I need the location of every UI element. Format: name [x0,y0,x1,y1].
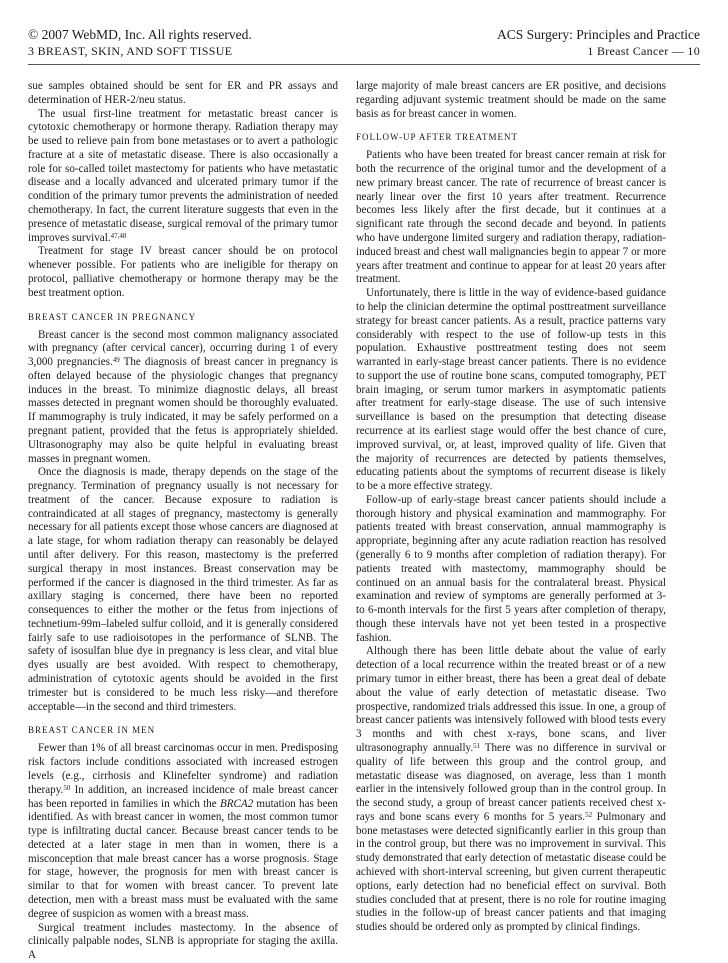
book-title: ACS Surgery: Principles and Practice [497,27,700,42]
section-title: 3 BREAST, SKIN, AND SOFT TISSUE [28,44,233,58]
paragraph-text: Breast cancer is the second most common malignancy associated with pregnancy (after cervical cancer), occurring during 1 of every 3,000 pregnancies. [28,328,338,369]
left-column [28,80,338,963]
paragraph: Unfortunately, there is little in the way of evidence-based guidance to help the clinician determine the optimal posttreatment surveillance strategy for breast cancer patients. As a result, practice patterns vary considerably with respect to the use of follow-up tests in this population. Exhaustive posttreatment testing does not seem warranted in early-stage breast cancer patients. There is no evidence to support the use of routine bone scans, computed tomography, PET brain imaging, or serum tumor markers in asymptomatic patients after treatment for early-stage disease. The use of such intensive surveillance is based on the presumption that detecting disease recurrence at its earliest stage would offer the best chance of cure, improved survival, or, at least, improved quality of life. Given that the majority of recurrences are detected by patients themselves, educating patients about the symptoms of recurrent disease is likely to be a more effective strategy. [356,287,666,493]
gene-name: BRCA2 [219,797,254,810]
paragraph: Treatment for stage IV breast cancer should be on protocol whenever possible. For patients who are ineligible for therapy on protocol, palliative chemotherapy or hormone therapy may be the best treatment option. [28,245,338,299]
paragraph-text: The diagnosis of breast cancer in pregnancy is often delayed because of the physiologic changes that pregnancy induces in the breast. To minimize diagnostic delays, all breast masses detected in pregnant women should be thoroughly evaluated. If mammography is truly indicated, it may be safely performed on a pregnant patient, provided that the fetus is appropriately shielded. Ultrasonography may also be quite helpful in evaluating breast masses in pregnant women. [28,356,338,465]
paragraph-text: Fewer than 1% of all breast carcinomas occur in men. Predisposing risk factors include conditions associated with increased estrogen levels (e.g., cirrhosis and Klinefelter syndrome) and radiation therapy. [28,742,338,796]
section-heading: BREAST CANCER IN MEN [28,725,156,736]
citation: 49 [112,356,120,365]
paragraph: Follow-up of early-stage breast cancer patients should include a thorough history and physical examination and mammography. For patients treated with breast conservation, annual mammography is appropriate, beginning after any acute radiation reaction has resolved (generally 6 to 9 months after completion of radiation therapy). For patients treated with mastectomy, mammography should be continued on an annual basis for the contralateral breast. Physical examination and review of symptoms are generally performed at 3- to 6-month intervals for the first 5 years after completion of therapy, though these intervals have not yet been tested in a prospective fashion. [356,493,666,644]
citation: 52 [585,810,593,819]
paragraph: large majority of male breast cancers are ER positive, and decisions regarding adjuvant systemic treatment should be made on the same basis as for breast cancer in women. [356,80,666,120]
header-right [497,26,700,60]
header-rule [28,64,700,65]
paragraph-text: In addition, an increased incidence of male breast cancer has been reported in families in which the [28,783,338,810]
header-left [28,26,252,60]
section-heading: FOLLOW-UP AFTER TREATMENT [356,132,519,143]
citation: 51 [473,741,481,750]
chapter-page-number: 1 Breast Cancer — 10 [587,44,700,58]
section-heading: BREAST CANCER IN PREGNANCY [28,311,197,322]
paragraph: Patients who have been treated for breast cancer remain at risk for both the recurrence of the original tumor and the development of a new primary breast cancer. The rate of recurrence of breast cancer is nearly linear over the first 10 years after treatment. Recurrence becomes less likely after the first decade, but it continues at a significant rate through the second decade and beyond. In patients who have undergone limited surgery and radiation therapy, radiation-induced breast and chest wall malignancies begin to appear 7 or more years after treatment and continue to appear for at least 20 years after treatment. [356,149,666,286]
paragraph: Once the diagnosis is made, therapy depends on the stage of the pregnancy. Termination of pregnancy usually is not necessary for treatment of the cancer. Because exposure to radiation is contraindicated at all stages of pregnancy, mastectomy is generally necessary for all patients except those whose cancers are diagnosed at a late stage, for whom radiation therapy can reasonably be delayed until after delivery. For this reason, mastectomy is the preferred surgical therapy in most instances. Breast conservation may be performed if the cancer is diagnosed in the third trimester. As far as axillary staging is concerned, there have been no reported consequences to either the mother or the fetus from injections of technetium-99m–labeled sulfur colloid, and it is generally considered fairly safe to use radioisotopes in the performance of SLNB. The safety of isosulfan blue dye in pregnancy is less clear, and vital blue dyes usually are best avoided. With respect to chemotherapy, administration of cytotoxic agents should be avoided in the first trimester but is considered to be much less risky—and therefore acceptable—in the second and third trimesters. [28,466,338,713]
paragraph [28,329,338,467]
right-column [356,80,666,935]
paragraph-text: Pulmonary and bone metastases were detected significantly earlier in this group than in the control group, but there was no improvement in survival. This study demonstrated that early detection of metastatic disease could be achieved with short-interval screening, but given current therapeutic options, early detection had no beneficial effect on survival. Both studies concluded that at present, there is no role for routine imaging studies in the follow-up of breast cancer patients and that imaging studies should be ordered only as prompted by clinical findings. [356,810,666,934]
paragraph-text: The usual first-line treatment for metastatic breast cancer is cytotoxic chemotherapy or hormone therapy. Radiation therapy may be used to relieve pain from bone metastases or to avert a pathologic fracture at a site of metastatic disease. There is also occasionally a role for so-called toilet mastectomy for patients who have metastatic disease and a locally advanced and ulcerated primary tumor if the condition of the primary tumor prevents the administration of needed chemotherapy. In fact, the current literature suggests that even in the presence of metastatic disease, surgical removal of the primary tumor improves survival. [28,107,338,244]
citation: 47,48 [110,231,127,240]
copyright-line: © 2007 WebMD, Inc. All rights reserved. [28,27,252,42]
paragraph: sue samples obtained should be sent for ER and PR assays and determination of HER-2/neu status. [28,80,338,106]
paragraph-text: mutation has been identified. As with breast cancer in women, the most common tumor type is infiltrating ductal cancer. Because breast cancer tends to be detected at a later stage in men than in women, there is a misconception that male breast cancer has a worse prognosis. Stage for stage, however, the prognosis for men with breast cancer is similar to that for women with breast cancer. To prevent late detection, men with a breast mass must be evaluated with the same degree of suspicion as women with a breast mass. [28,797,338,920]
paragraph [356,645,666,934]
paragraph [28,108,338,246]
paragraph: Surgical treatment includes mastectomy. In the absence of clinically palpable nodes, SLNB is appropriate for staging the axilla. A [28,921,338,962]
paragraph-text: Although there has been little debate about the value of early detection of a local recurrence within the treated breast or of a new primary tumor in either breast, there has been a great deal of debate about the value of early detection of metastatic disease. Two prospective, randomized trials addressed this issue. In one, a group of breast cancer patients was intensively followed with blood tests every 3 months and with chest x-rays, bone scans, and liver ultrasonography annually. [356,645,666,754]
paragraph-text: There was no difference in survival or quality of life between this group and the control group, and metastatic disease was diagnosed, on average, less than 1 month earlier in the intensively followed group than in the control group. In the second study, a group of breast cancer patients received chest x-rays and bone scans every 6 months for 5 years. [356,741,666,823]
citation: 50 [63,783,71,792]
running-header [28,26,700,64]
paragraph [28,742,338,921]
